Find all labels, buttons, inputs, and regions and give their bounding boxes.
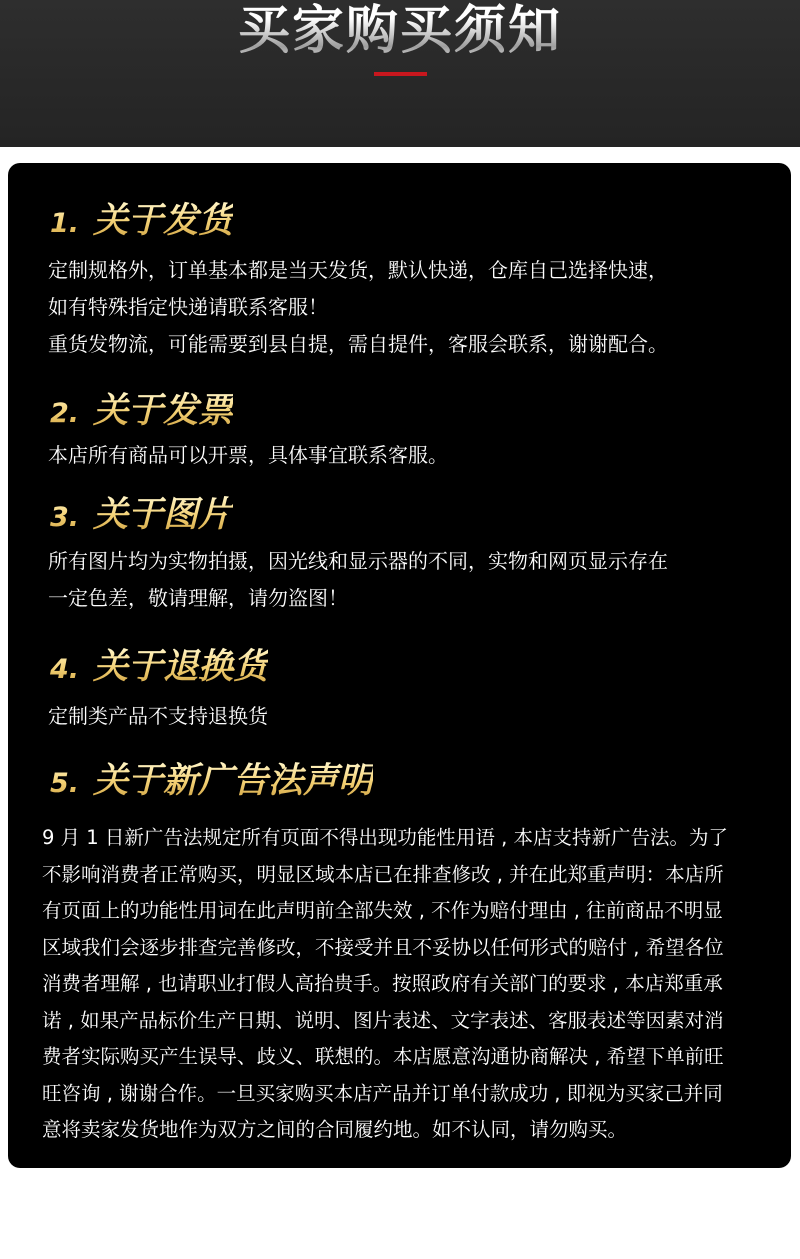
page-title: 买家购买须知 — [0, 0, 800, 62]
body-line: 所有图片均为实物拍摄，因光线和显示器的不同，实物和网页显示存在 — [48, 549, 668, 573]
section-number: 3. — [50, 502, 80, 533]
body-line: 费者实际购买产生误导、歧义、联想的。本店愿意沟通协商解决 , 希望下单前旺 — [42, 1045, 724, 1068]
body-line: 定制规格外，订单基本都是当天发货，默认快递，仓库自己选择快速， — [48, 258, 668, 282]
section-body-shipping — [48, 252, 768, 363]
section-title-ad-law — [50, 759, 373, 806]
section-title-returns — [50, 645, 268, 692]
section-title-images — [50, 493, 233, 540]
section-body-invoice — [48, 437, 768, 474]
section-heading: 关于新广告法声明 — [93, 761, 374, 801]
body-line: 区域我们会逐步排查完善修改，不接受并且不妥协以任何形式的赔付 , 希望各位 — [42, 935, 724, 959]
section-number: 1. — [50, 208, 80, 239]
title-underline-accent — [374, 72, 427, 76]
body-line: 不影响消费者正常购买，明显区域本店已在排查修改 , 并在此郑重声明：本店所 — [42, 862, 724, 886]
section-heading: 关于发票 — [93, 391, 234, 431]
section-body-ad-law — [42, 820, 770, 1149]
body-line: 如有特殊指定快递请联系客服！ — [48, 295, 328, 319]
section-title-shipping — [50, 199, 233, 246]
body-line: 定制类产品不支持退换货 — [48, 704, 268, 728]
section-number: 4. — [50, 654, 80, 685]
body-line: 一定色差，敬请理解，请勿盗图！ — [48, 586, 348, 610]
body-line: 9 月 1 日新广告法规定所有页面不得出现功能性用语 , 本店支持新广告法。为了 — [42, 826, 729, 849]
section-number: 5. — [50, 768, 80, 799]
section-heading: 关于发货 — [93, 201, 234, 241]
body-line: 有页面上的功能性用词在此声明前全部失效 , 不作为赔付理由 , 往前商品不明显 — [42, 899, 723, 922]
section-heading: 关于图片 — [93, 495, 234, 535]
section-title-invoice — [50, 389, 233, 436]
body-line: 旺咨询 , 谢谢合作。一旦买家购买本店产品并订单付款成功 , 即视为买家己并同 — [42, 1081, 723, 1105]
body-line: 重货发物流，可能需要到县自提，需自提件，客服会联系，谢谢配合。 — [48, 332, 668, 356]
section-body-returns — [48, 698, 768, 735]
section-number: 2. — [50, 398, 80, 429]
section-heading: 关于退换货 — [93, 647, 269, 687]
body-line: 本店所有商品可以开票，具体事宜联系客服。 — [48, 443, 448, 467]
body-line: 诺 , 如果产品标价生产日期、说明、图片表述、文字表述、客服表述等因素对消 — [42, 1008, 724, 1032]
page-header — [0, 0, 800, 147]
section-body-images — [48, 543, 768, 617]
body-line: 消费者理解 , 也请职业打假人高抬贵手。按照政府有关部门的要求 , 本店郑重承 — [42, 972, 723, 995]
body-line: 意将卖家发货地作为双方之间的合同履约地。如不认同，请勿购买。 — [42, 1118, 628, 1141]
